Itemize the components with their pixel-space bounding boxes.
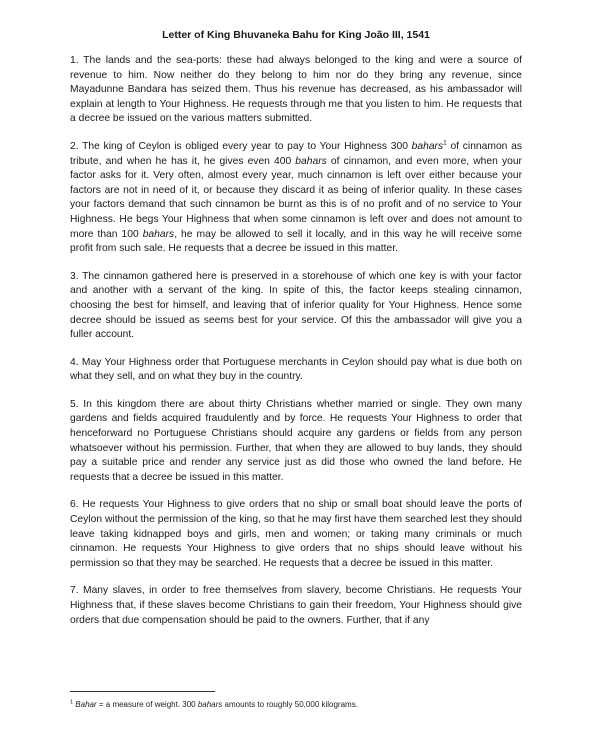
paragraph-2-text-a: 2. The king of Ceylon is obliged every year to pay to Your Highness 300 — [70, 140, 412, 152]
footnote-term: Bahar — [75, 700, 97, 709]
footnote-text-2: amounts to roughly 50,000 kilograms. — [222, 700, 358, 709]
footnote-reference: 1 — [443, 139, 447, 147]
paragraph-2-text-g: , he may be allowed to sell it locally, and in this way he will receive some profit from such sale. He requests that a decree be issued in this matter. — [70, 228, 522, 255]
bahars-term: bahars — [142, 228, 175, 240]
footnote-term-2: bahars — [197, 700, 223, 709]
paragraph-3: 3. The cinnamon gathered here is preserved in a storehouse of which one key is with your factor and another with a servant of the king. In spite of this, the factor keeps stealing cinnamon, choosing the best for himself, and leaving that of inferior quality for Your Highness. Hence some decree should be issued as seems best for your service. Of this the ambassador will give you a fuller account. — [70, 270, 522, 341]
bahars-term: bahars — [411, 140, 444, 152]
paragraph-7: 7. Many slaves, in order to free themselves from slavery, become Christians. He requests Your Highness that, if these slaves become Christians to gain their freedom, Your Highness should give orders that due compensation should be paid to the owners. Further, that if any — [70, 585, 522, 626]
document-title: Letter of King Bhuvaneka Bahu for King João III, 1541 — [162, 29, 430, 41]
paragraph-6: 6. He requests Your Highness to give orders that no ship or small boat should leave the ports of Ceylon without the permission of the king, so that he may first have them searched lest they should leave taking kidnapped boys and girls, men and women; or taking many criminals or much cinnamon. He requests Your Highness to give orders that no ships should leave without his permission so that they may be searched. He requests that a decree be issued in this matter. — [70, 499, 522, 569]
paragraph-4: 4. May Your Highness order that Portuguese merchants in Ceylon should pay what is due both on what they sell, and on what they buy in the country. — [70, 356, 522, 383]
paragraph-1: 1. The lands and the sea-ports: these had always belonged to the king and were a source of revenue to him. Now neither do they belong to him nor do they bring any revenue, since Mayadunne Bandara has seized them. Thus his revenue has decreased, as his ambassador will explain at length to Your Highness. He requests through me that you listen to him. He requests that a decree be issued on the various matters submitted. — [70, 55, 522, 125]
paragraph-2-text-e: of cinnamon, and even more, when your factor asks for it. Very often, almost every year, much cinnamon is left over either because your factors are not in need of it, or because they discard it as being of inferior quality. In these cases your factors demand that such cinnamon be burnt as this is of no profit and of no service to Your Highness. He begs Your Highness that when some cinnamon is left over and does not amount to more than 100 — [70, 155, 522, 240]
paragraph-5: 5. In this kingdom there are about thirty Christians whether married or single. They own many gardens and fields acquired fraudulently and by force. He requests Your Highness to order that henceforward no Portuguese Christians should acquire any gardens or fields from any person whatsoever without his permission. Further, that when they are allowed to buy lands, they should pay a suitable price and render any service just as did those who owned the land before. He requests that a decree be issued in this matter. — [70, 398, 522, 483]
paragraph-2-text-c: of cinnamon as tribute, and when he has it, he gives even 400 — [70, 140, 522, 167]
footnote-text-1: = a measure of weight. 300 — [96, 700, 198, 709]
footnote-divider — [70, 691, 215, 692]
footnote-mark: 1 — [70, 699, 74, 706]
paragraph-2 — [70, 140, 522, 257]
bahars-term: bahars — [295, 155, 327, 167]
footnote — [70, 699, 522, 710]
